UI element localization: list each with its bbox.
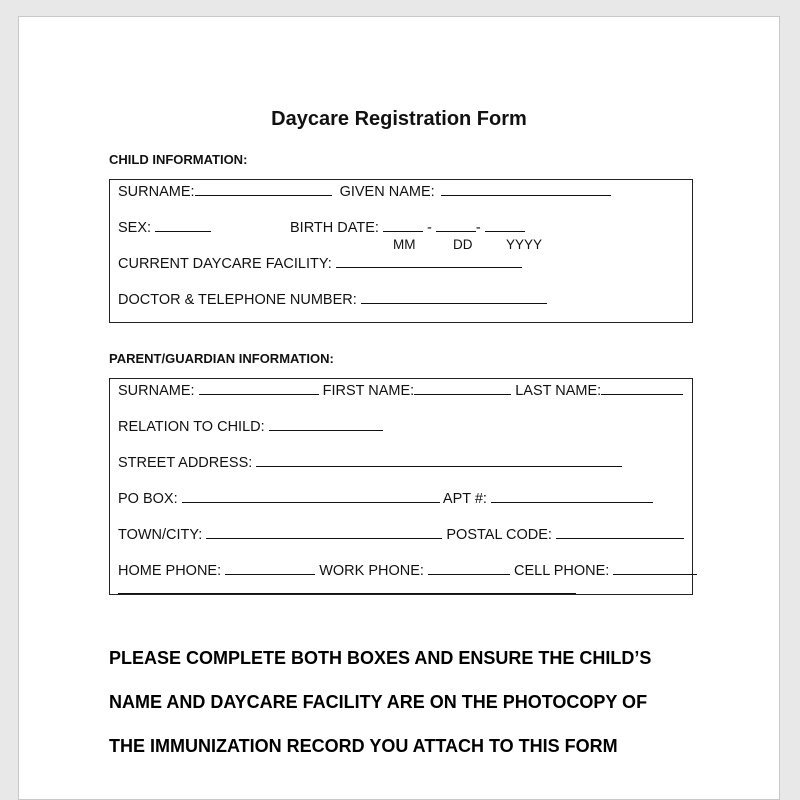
- parent-last-name-field[interactable]: [601, 381, 683, 395]
- apt-label: APT #:: [442, 491, 487, 507]
- doctor-phone-field[interactable]: [361, 290, 547, 304]
- completion-notice: [109, 625, 709, 779]
- po-box-field[interactable]: [182, 489, 440, 503]
- parent-info-heading: PARENT/GUARDIAN INFORMATION:: [109, 351, 334, 366]
- birth-year-caption: YYYY: [506, 237, 543, 252]
- home-phone-field[interactable]: [225, 561, 315, 575]
- document-page: [18, 16, 780, 800]
- child-surname-field[interactable]: [195, 182, 332, 196]
- child-sex-field[interactable]: [155, 218, 211, 232]
- child-given-name-field[interactable]: [441, 182, 611, 196]
- work-phone-label: WORK PHONE:: [319, 563, 424, 579]
- birth-date-dash-2: -: [475, 220, 481, 236]
- current-facility-row: [118, 254, 522, 272]
- current-facility-field[interactable]: [336, 254, 522, 268]
- postal-label: POSTAL CODE:: [446, 527, 552, 543]
- street-field[interactable]: [256, 453, 622, 467]
- child-info-box: [109, 179, 693, 323]
- birth-day-field[interactable]: [436, 218, 476, 232]
- birth-year-field[interactable]: [485, 218, 525, 232]
- relation-label: RELATION TO CHILD:: [118, 419, 265, 435]
- parent-first-name-label: FIRST NAME:: [322, 383, 415, 399]
- town-label: TOWN/CITY:: [118, 527, 203, 543]
- apt-field[interactable]: [491, 489, 653, 503]
- cell-phone-label: CELL PHONE:: [513, 563, 610, 579]
- town-row: [118, 525, 684, 543]
- phone-row: [118, 561, 697, 579]
- child-birth-date-row: [290, 218, 525, 236]
- parent-surname-field[interactable]: [199, 381, 319, 395]
- child-given-name-label: GIVEN NAME:: [339, 184, 435, 200]
- notice-line-3: THE IMMUNIZATION RECORD YOU ATTACH TO THIS FORM: [109, 736, 618, 756]
- child-info-heading: CHILD INFORMATION:: [109, 152, 248, 167]
- street-label: STREET ADDRESS:: [118, 455, 253, 471]
- doctor-phone-label: DOCTOR & TELEPHONE NUMBER:: [118, 292, 357, 308]
- extra-blank-line[interactable]: [118, 593, 576, 594]
- parent-info-box: [109, 378, 693, 595]
- child-sex-label: SEX:: [118, 220, 152, 236]
- birth-date-dash-1: -: [426, 220, 432, 236]
- birth-month-field[interactable]: [383, 218, 423, 232]
- po-box-row: [118, 489, 653, 507]
- current-facility-label: CURRENT DAYCARE FACILITY:: [118, 256, 332, 272]
- child-surname-row: [118, 182, 611, 200]
- street-row: [118, 453, 622, 471]
- parent-first-name-field[interactable]: [414, 381, 511, 395]
- birth-day-caption: DD: [453, 237, 473, 252]
- child-surname-label: SURNAME:: [118, 184, 195, 200]
- notice-line-1: PLEASE COMPLETE BOTH BOXES AND ENSURE THE CHILD’S: [109, 648, 652, 668]
- work-phone-field[interactable]: [428, 561, 510, 575]
- parent-surname-label: SURNAME:: [118, 383, 195, 399]
- child-sex-label-wrap: [118, 218, 211, 236]
- parent-last-name-label: LAST NAME:: [515, 383, 602, 399]
- parent-name-row: [118, 381, 683, 399]
- doctor-phone-row: [118, 290, 547, 308]
- home-phone-label: HOME PHONE:: [118, 563, 222, 579]
- child-birth-date-label: BIRTH DATE:: [290, 220, 379, 236]
- relation-field[interactable]: [269, 417, 383, 431]
- relation-row: [118, 417, 383, 435]
- birth-month-caption: MM: [393, 237, 416, 252]
- postal-field[interactable]: [556, 525, 684, 539]
- cell-phone-field[interactable]: [613, 561, 697, 575]
- form-title: Daycare Registration Form: [271, 108, 527, 130]
- po-box-label: PO BOX:: [118, 491, 178, 507]
- town-field[interactable]: [206, 525, 442, 539]
- notice-line-2: NAME AND DAYCARE FACILITY ARE ON THE PHOTOCOPY OF: [109, 692, 648, 712]
